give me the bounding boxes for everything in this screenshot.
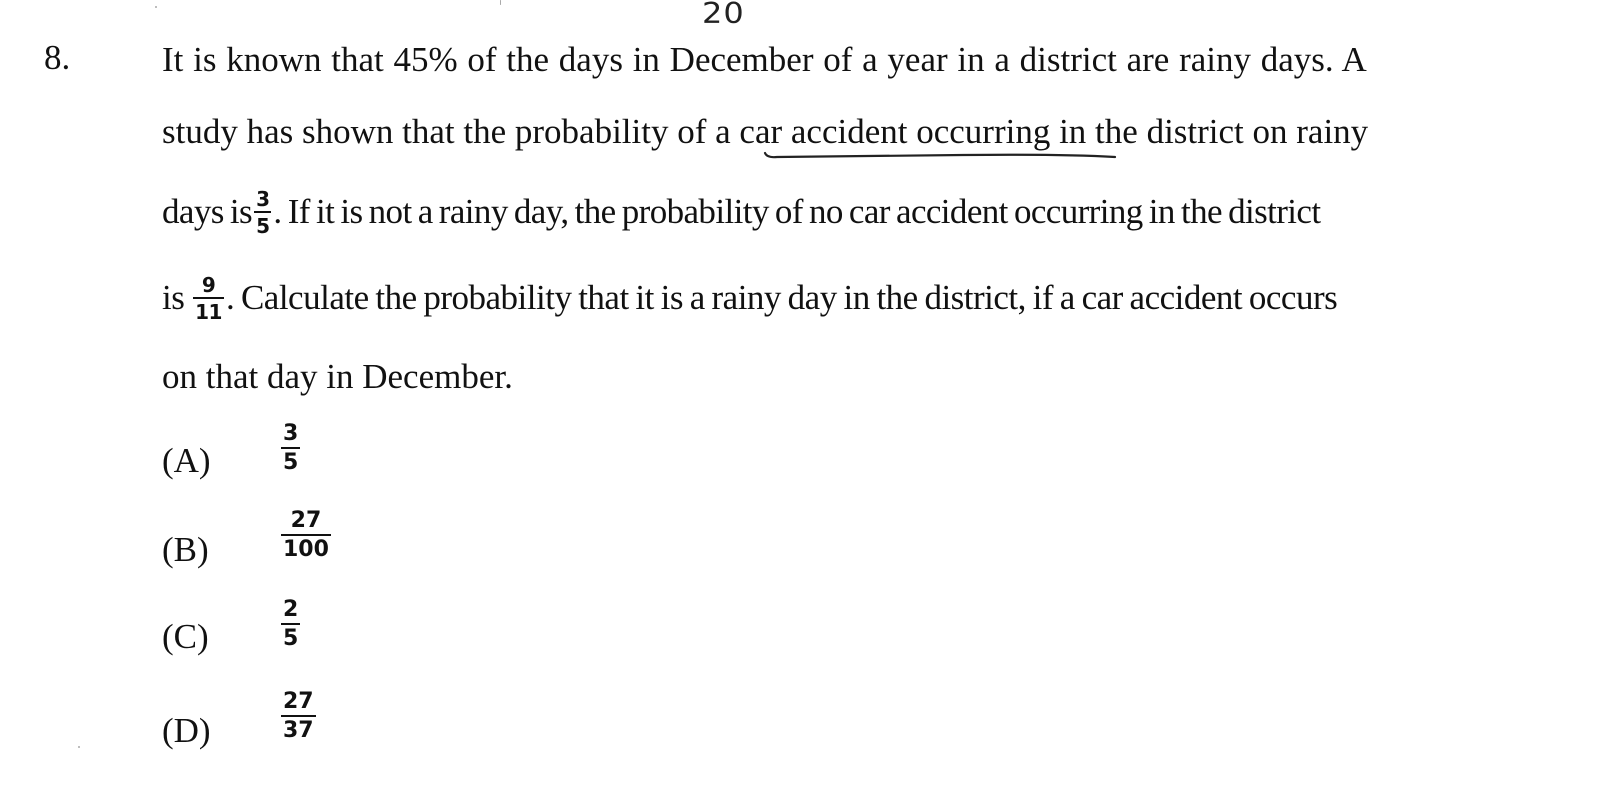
scan-speck: [78, 746, 80, 748]
option-label: (C): [162, 617, 209, 656]
scan-speck: [155, 6, 157, 8]
option-fraction: [281, 510, 331, 561]
fraction-numerator: 3: [281, 423, 300, 449]
line4-text-before: is: [162, 278, 185, 317]
option-fraction: [281, 599, 300, 650]
fraction-numerator: 2: [281, 599, 300, 625]
scan-speck: [500, 0, 501, 5]
handwritten-underline: [763, 147, 1119, 161]
question-number: 8.: [44, 38, 71, 77]
question-line-2: study has shown that the probability of a car accident occurring in the district on rainy: [162, 112, 1369, 151]
option-fraction: [281, 423, 300, 474]
fraction-numerator: 9: [193, 275, 224, 299]
option-label: (B): [162, 530, 209, 569]
fraction-numerator: 3: [256, 187, 270, 212]
option-label: (A): [162, 441, 211, 480]
line4-text-after: . Calculate the probability that it is a rainy day in the district, if a car accident occurs: [225, 278, 1338, 317]
fraction-numerator: 27: [281, 691, 316, 717]
fraction-denominator: 5: [283, 626, 299, 651]
fraction-denominator: 37: [283, 718, 314, 743]
fraction-denominator: 11: [195, 300, 222, 325]
question-line-1: It is known that 45% of the days in December of a year in a district are rainy days. A: [162, 40, 1367, 79]
fraction-numerator: 27: [281, 510, 331, 536]
fraction-no-accident: [193, 273, 224, 325]
line3-text-before: days is: [162, 192, 253, 231]
option-label: (D): [162, 711, 211, 750]
question-line-5: on that day in December.: [162, 357, 513, 396]
handwritten-note: 20: [702, 0, 745, 31]
fraction-rainy-accident: [254, 187, 271, 239]
question-line-3: [162, 187, 1321, 239]
fraction-denominator: 5: [256, 214, 270, 239]
fraction-denominator: 5: [283, 450, 299, 475]
option-fraction: [281, 691, 316, 742]
question-line-4: [162, 273, 1338, 325]
fraction-denominator: 100: [283, 537, 329, 562]
line3-text-after: . If it is not a rainy day, the probability of no car accident occurring in the district: [273, 192, 1321, 231]
